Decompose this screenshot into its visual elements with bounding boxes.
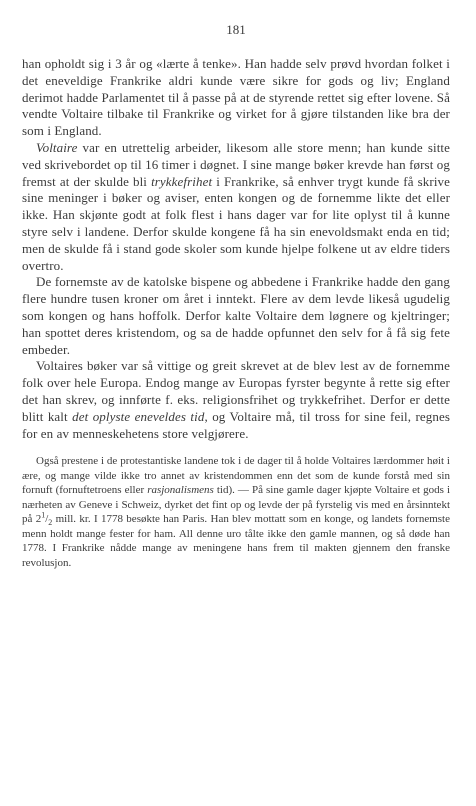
- paragraph-5: [22, 454, 450, 570]
- voltaire-name: Voltaire: [36, 139, 78, 155]
- page-number: 181: [226, 22, 246, 37]
- paragraph-2: [22, 140, 450, 274]
- fraction-slash: /: [45, 513, 49, 526]
- small-print-section: [22, 454, 450, 570]
- paragraph-4: [22, 358, 450, 442]
- term-rasjonalismens: rasjonalismens: [147, 484, 214, 497]
- term-oplyste-enevelde: det oplyste eneveldes tid: [72, 408, 205, 424]
- paragraph-1-text: han opholdt sig i 3 år og «lærte å tenke». Han hadde selv prøvd hvordan folket i det eneveldige Frankrike aldri kunde være sikre for gods og liv; England derimot hadde Parlamentet til å passe på at de styrende rettet sig efter lovene. Så vendte Voltaire tilbake til Frankrike og virket for å gjøre tilstanden like bra der som i England.: [22, 56, 450, 139]
- paragraph-2-text-a: var en utrettelig arbeider, likesom alle store menn; han kunde sitte ved skrivebordet op til 16 timer i døgnet. I sine mange bøker krevde han først og fremst at der skulde bli: [22, 139, 450, 189]
- paragraph-5-text-b: tid). — På sine gamle dager kjøpte Voltaire et gods i nærheten av Geneve i Schweiz, dyrket det fint op og levde der på fyrstelig vis med en årsinntekt på 2: [22, 484, 450, 526]
- term-trykkefrihet: trykkefrihet: [151, 173, 213, 189]
- main-text: [22, 56, 450, 442]
- paragraph-3: [22, 274, 450, 358]
- paragraph-1: [22, 56, 450, 140]
- paragraph-4-text-a: Voltaires bøker var så vittige og greit skrevet at de blev lest av de fornemme folk over hele Europa. Endog mange av Europas fyrster begynte å rette sig efter det han skrev, og innførte f. eks. religionsfrihet og trykkefrihet. Derfor er dette blitt kalt: [22, 358, 450, 424]
- paragraph-4-text-b: , og Voltaire må, til tross for sine feil, regnes for en av menneskehetens store velgjørere.: [22, 408, 451, 441]
- paragraph-2-text-b: i Frankrike, så enhver trygt kunde få skrive sine meninger i bøker og aviser, enten kongen og de fornemme likte det eller ikke. Han skjønte godt at folk flest i hans dager var for lite oplyst til å kunne styre selv i landene. Derfor skulde kongene få ha sin enevoldsmakt enda en tid; men de skulde få i stand gode skoler som kunde hjelpe folkene ut av eldre tiders overtro.: [22, 173, 450, 273]
- fraction-denominator: 2: [48, 518, 53, 528]
- paragraph-3-text: De fornemste av de katolske bispene og abbedene i Frankrike hadde den gang flere hundre tusen kroner om året i inntekt. Flere av dem levde likeså ugudelig som kongen og hans hoffolk. Derfor kalte Voltaire dem løgnere og kjeltringer; han spottet deres kristendom, og sa de hadde opfunnet den selv for å få sig fete embeder.: [22, 274, 450, 357]
- fraction-numerator: 1: [41, 510, 46, 520]
- paragraph-5-text-a: Også prestene i de protestantiske landene tok i de dager til å holde Voltaires lærdommer høit i ære, og mange vilde ikke tro annet av kristendommen enn det som de kunde forstå med sin fornuft (fornuftetroens eller: [22, 455, 450, 497]
- paragraph-5-text-c: mill. kr. I 1778 besøkte han Paris. Han blev mottatt som en konge, og landets fornemste menn holdt mange fester for ham. All denne uro tålte ikke den gamle mannen, og så døde han 1778. I Frankrike nådde mange av meningene hans frem til makten gjennem den franske revolusjon.: [22, 513, 450, 569]
